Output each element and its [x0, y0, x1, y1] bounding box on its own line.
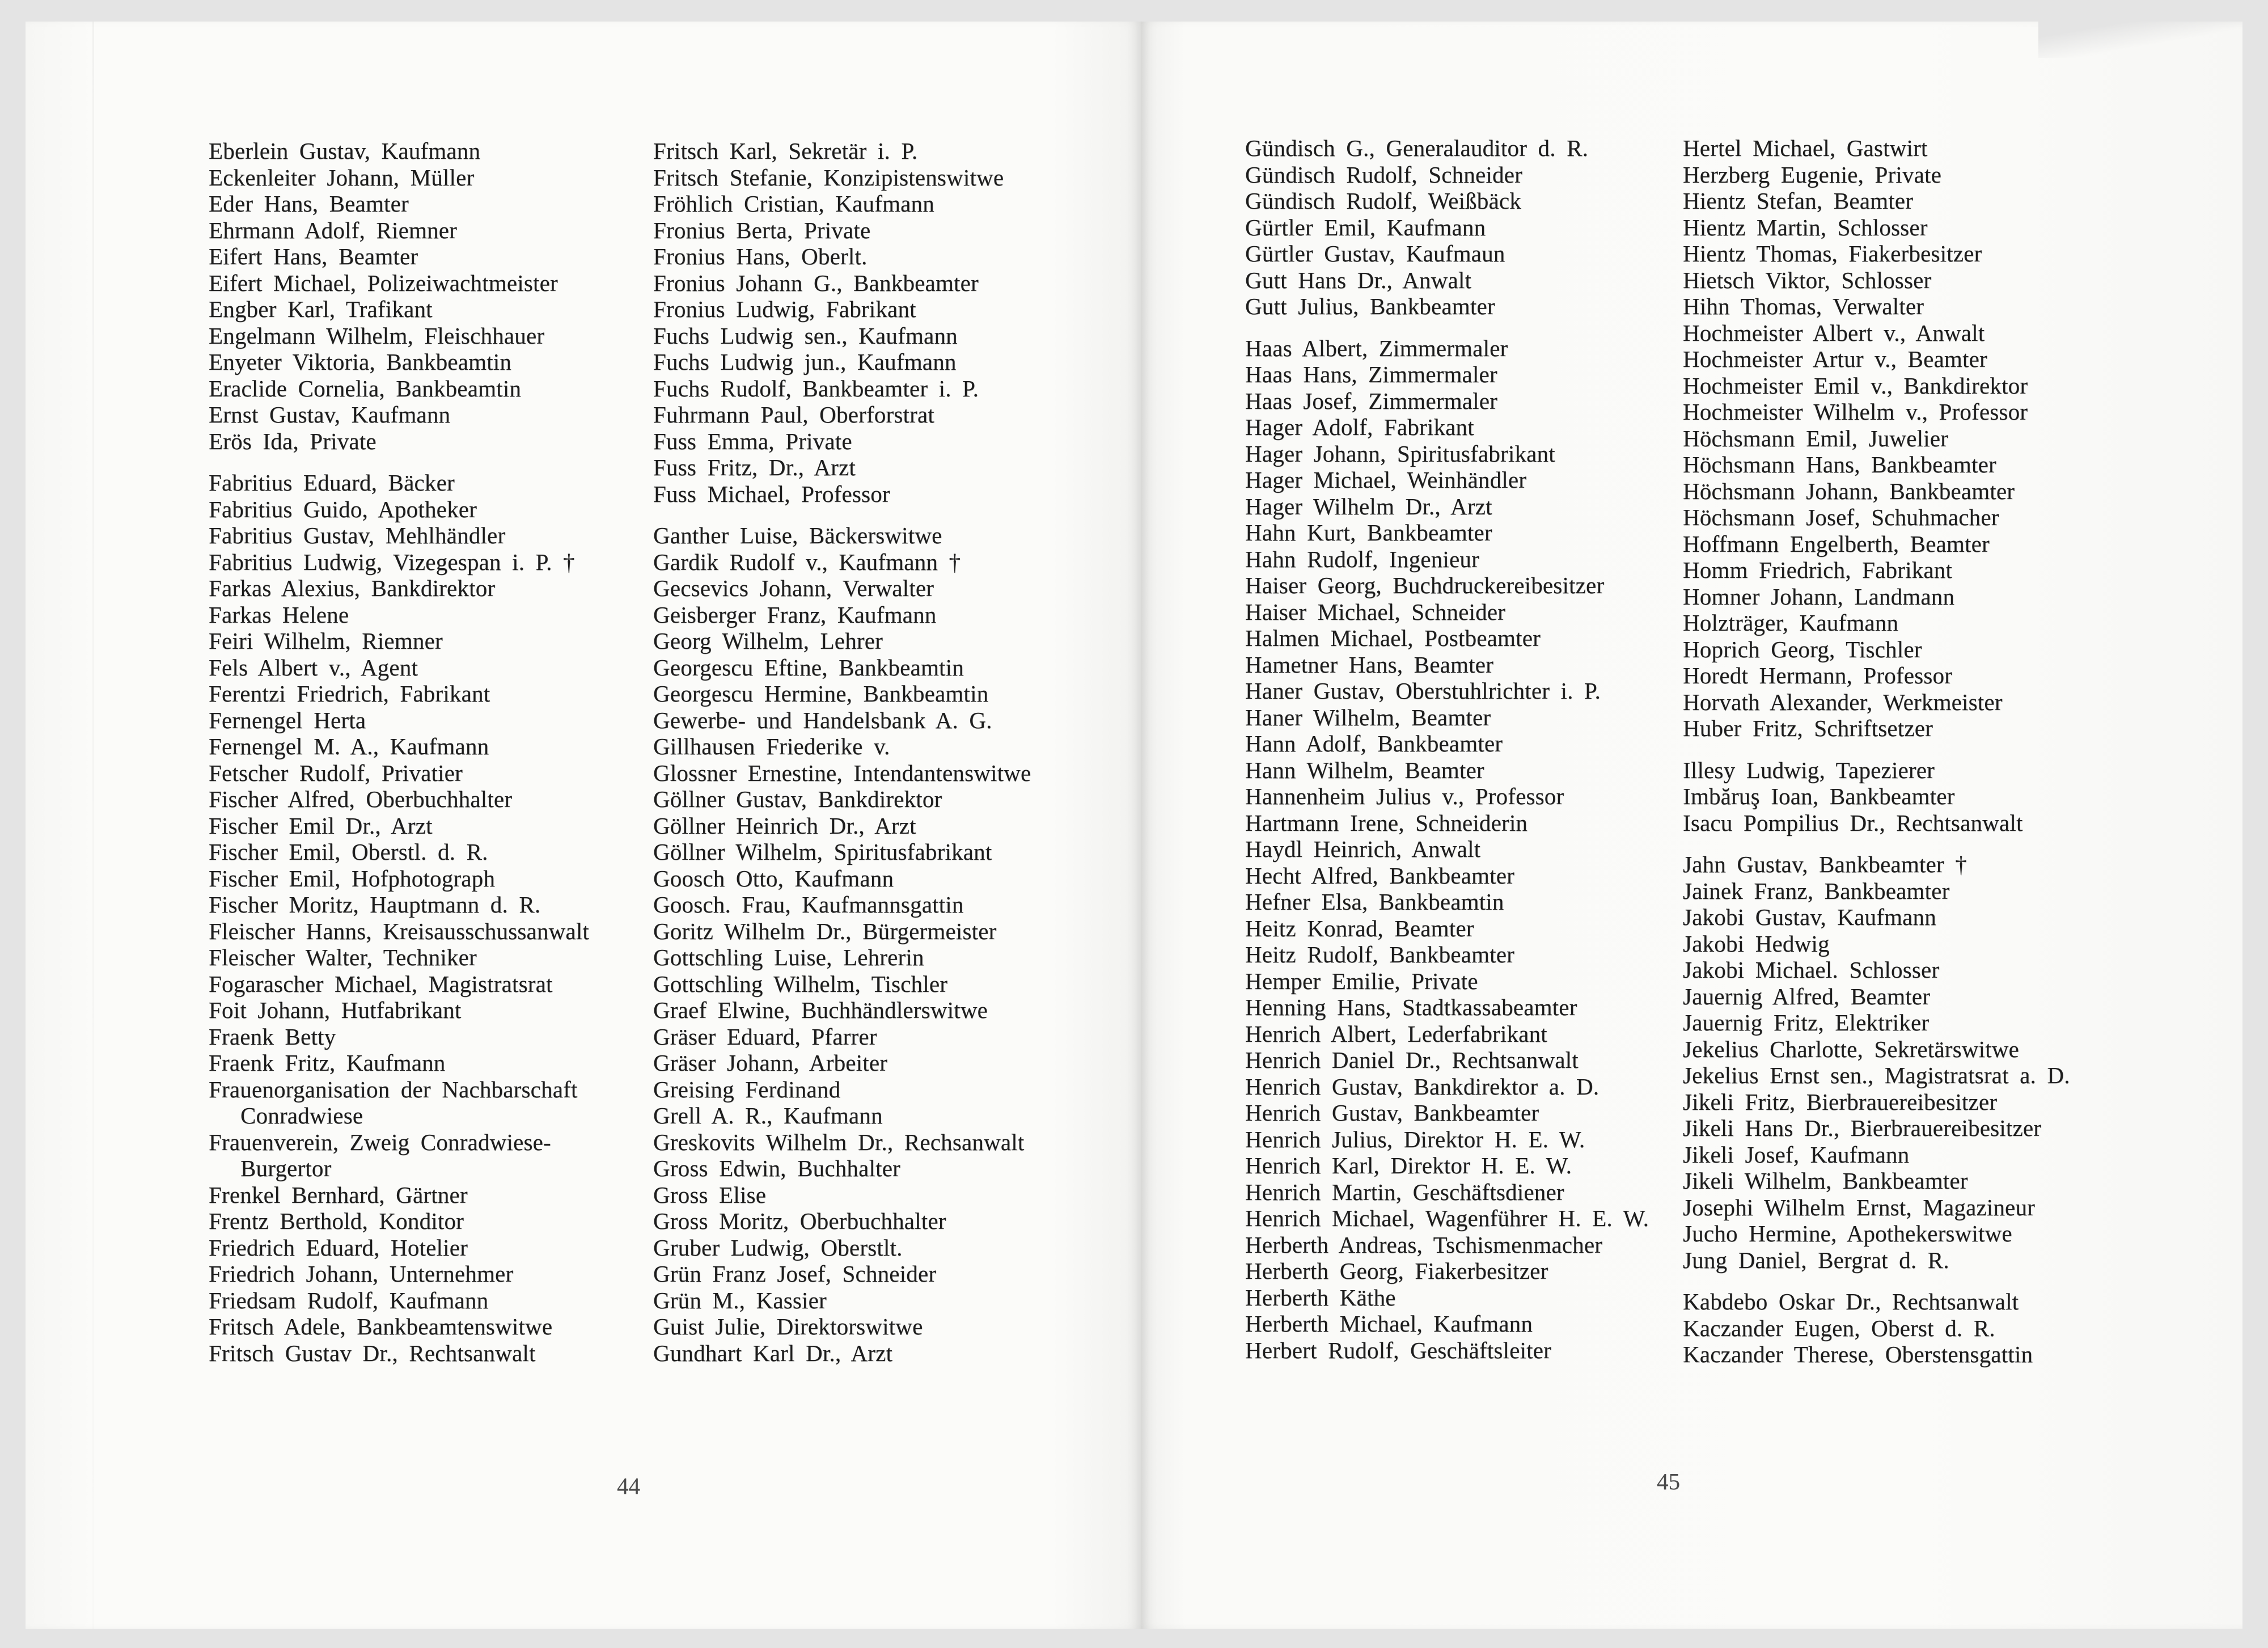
directory-entry: Fronius Berta, Private: [653, 217, 871, 243]
directory-entry: Fabritius Guido, Apotheker: [209, 496, 477, 522]
directory-entry: Eder Hans, Beamter: [209, 191, 409, 217]
directory-entry: Fabritius Ludwig, Vizegespan i. P. †: [209, 548, 575, 575]
directory-entry: Hochmeister Artur v., Beamter: [1683, 346, 1987, 372]
group-gap: [209, 454, 589, 470]
directory-entry: Hientz Thomas, Fiakerbesitzer: [1683, 240, 1982, 267]
page-number-44: 44: [617, 1473, 640, 1499]
directory-entry: Henrich Gustav, Bankdirektor a. D.: [1245, 1073, 1600, 1100]
directory-entry: Hartmann Irene, Schneiderin: [1245, 809, 1528, 836]
directory-entry: Herbert Rudolf, Geschäftsleiter: [1245, 1337, 1551, 1363]
directory-entry: Gundhart Karl Dr., Arzt: [653, 1339, 893, 1366]
directory-entry: Hager Michael, Weinhändler: [1245, 467, 1527, 493]
directory-entry: Frentz Berthold, Konditor: [209, 1208, 464, 1234]
directory-entry: Hientz Martin, Schlosser: [1683, 214, 1928, 240]
directory-entry: Hihn Thomas, Verwalter: [1683, 293, 1924, 319]
directory-entry: Fuss Emma, Private: [653, 428, 852, 454]
directory-entry: Hahn Kurt, Bankbeamter: [1245, 519, 1492, 546]
directory-entry: Hochmeister Albert v., Anwalt: [1683, 319, 1985, 346]
directory-entry: Haas Hans, Zimmermaler: [1245, 361, 1497, 387]
directory-entry: Goosch Otto, Kaufmann: [653, 865, 894, 891]
directory-entry: Hefner Elsa, Bankbeamtin: [1245, 889, 1504, 915]
directory-entry: Eraclide Cornelia, Bankbeamtin: [209, 375, 522, 402]
directory-entry: Hochmeister Emil v., Bankdirektor: [1683, 372, 2028, 399]
directory-entry: Höchsmann Johann, Bankbeamter: [1683, 478, 2015, 504]
group-gap: [1683, 1273, 2070, 1288]
directory-entry: Fronius Hans, Oberlt.: [653, 243, 868, 269]
directory-entry: Hahn Rudolf, Ingenieur: [1245, 546, 1479, 572]
directory-entry: Henrich Martin, Geschäftsdiener: [1245, 1178, 1564, 1205]
directory-entry: Friedrich Johann, Unternehmer: [209, 1261, 514, 1287]
directory-entry: Jikeli Josef, Kaufmann: [1683, 1141, 1910, 1168]
directory-entry: Göllner Gustav, Bankdirektor: [653, 786, 942, 812]
directory-entry: Horvath Alexander, Werkmeister: [1683, 688, 2003, 715]
page44-column-1: [209, 138, 589, 1366]
directory-entry: Fuchs Ludwig jun., Kaufmann: [653, 349, 957, 375]
directory-entry: Gross Moritz, Oberbuchhalter: [653, 1208, 946, 1234]
directory-entry: Kaczander Therese, Oberstensgattin: [1683, 1341, 2033, 1367]
directory-entry: Fuss Fritz, Dr., Arzt: [653, 454, 856, 480]
directory-entry: Erös Ida, Private: [209, 428, 376, 454]
directory-entry: Herberth Andreas, Tschismenmacher: [1245, 1231, 1603, 1258]
directory-entry: Frenkel Bernhard, Gärtner: [209, 1181, 468, 1208]
page44-column-2: [653, 138, 1031, 1366]
directory-entry: Jikeli Fritz, Bierbrauereibesitzer: [1683, 1088, 1998, 1115]
directory-entry: Gräser Eduard, Pfarrer: [653, 1023, 877, 1050]
directory-entry: Gardik Rudolf v., Kaufmann †: [653, 548, 961, 575]
directory-entry: Homm Friedrich, Fabrikant: [1683, 557, 1953, 583]
directory-entry: Fronius Johann G., Bankbeamter: [653, 269, 979, 296]
directory-entry: Henrich Gustav, Bankbeamter: [1245, 1100, 1539, 1126]
directory-entry: Josephi Wilhelm Ernst, Magazineur: [1683, 1194, 2036, 1220]
directory-entry: Fischer Emil, Oberstl. d. R.: [209, 839, 488, 865]
directory-entry: Jucho Hermine, Apothekerswitwe: [1683, 1220, 2012, 1246]
directory-entry: Hertel Michael, Gastwirt: [1683, 135, 1928, 161]
directory-entry: Frauenorganisation der Nachbarschaft: [209, 1076, 578, 1102]
directory-entry: Hecht Alfred, Bankbeamter: [1245, 862, 1514, 889]
group-gap: [653, 507, 1031, 522]
directory-entry: Fernengel M. A., Kaufmann: [209, 733, 489, 759]
directory-entry: Fischer Alfred, Oberbuchhalter: [209, 786, 513, 812]
directory-entry: Friedrich Eduard, Hotelier: [209, 1234, 468, 1261]
directory-entry: Fronius Ludwig, Fabrikant: [653, 296, 916, 322]
directory-entry: Fels Albert v., Agent: [209, 654, 418, 681]
directory-entry: Foit Johann, Hutfabrikant: [209, 997, 462, 1023]
directory-entry: Homner Johann, Landmann: [1683, 583, 1955, 610]
directory-entry: Hann Wilhelm, Beamter: [1245, 757, 1484, 783]
directory-entry: Ganther Luise, Bäckerswitwe: [653, 522, 942, 548]
directory-entry: Frauenverein, Zweig Conradwiese-: [209, 1129, 551, 1155]
directory-entry: Fuchs Rudolf, Bankbeamter i. P.: [653, 375, 979, 402]
directory-entry: Fogarascher Michael, Magistratsrat: [209, 970, 553, 997]
directory-entry: Gruber Ludwig, Oberstlt.: [653, 1234, 903, 1261]
directory-entry: Haner Gustav, Oberstuhlrichter i. P.: [1245, 678, 1601, 704]
directory-entry: Haas Josef, Zimmermaler: [1245, 387, 1497, 414]
directory-entry: Hann Adolf, Bankbeamter: [1245, 730, 1503, 757]
directory-entry: Gräser Johann, Arbeiter: [653, 1050, 888, 1076]
directory-entry: Fraenk Betty: [209, 1023, 336, 1050]
directory-entry: Herberth Georg, Fiakerbesitzer: [1245, 1258, 1548, 1284]
directory-entry: Herberth Michael, Kaufmann: [1245, 1311, 1533, 1337]
directory-entry: Höchsmann Emil, Juwelier: [1683, 425, 1949, 451]
directory-entry: Henrich Albert, Lederfabrikant: [1245, 1020, 1547, 1047]
directory-entry: Friedsam Rudolf, Kaufmann: [209, 1287, 489, 1313]
directory-entry: Eberlein Gustav, Kaufmann: [209, 138, 481, 164]
directory-entry: Enyeter Viktoria, Bankbeamtin: [209, 349, 512, 375]
directory-entry: Jikeli Hans Dr., Bierbrauereibesitzer: [1683, 1115, 2042, 1141]
directory-entry: Fritsch Gustav Dr., Rechtsanwalt: [209, 1339, 536, 1366]
directory-entry: Gecsevics Johann, Verwalter: [653, 575, 934, 601]
directory-entry: Grell A. R., Kaufmann: [653, 1102, 883, 1129]
directory-entry: Fuchs Ludwig sen., Kaufmann: [653, 322, 958, 349]
directory-entry: Herzberg Eugenie, Private: [1683, 161, 1941, 188]
directory-entry: Ferentzi Friedrich, Fabrikant: [209, 681, 490, 707]
directory-entry: Feiri Wilhelm, Riemner: [209, 628, 443, 654]
directory-entry: Jikeli Wilhelm, Bankbeamter: [1683, 1168, 1968, 1194]
directory-entry: Fuss Michael, Professor: [653, 480, 890, 507]
directory-entry: Holzträger, Kaufmann: [1683, 610, 1899, 636]
directory-entry: Goritz Wilhelm Dr., Bürgermeister: [653, 918, 997, 944]
directory-entry: Hemper Emilie, Private: [1245, 967, 1478, 994]
directory-entry: Eckenleiter Johann, Müller: [209, 164, 475, 191]
directory-entry: Fetscher Rudolf, Privatier: [209, 759, 463, 786]
directory-entry: Hager Adolf, Fabrikant: [1245, 414, 1474, 440]
directory-entry: Huber Fritz, Schriftsetzer: [1683, 715, 1933, 741]
directory-entry: Georgescu Hermine, Bankbeamtin: [653, 681, 989, 707]
directory-entry: Fröhlich Cristian, Kaufmann: [653, 191, 934, 217]
directory-entry: Göllner Wilhelm, Spiritusfabrikant: [653, 839, 992, 865]
directory-entry: Hametner Hans, Beamter: [1245, 651, 1493, 678]
directory-entry: Glossner Ernestine, Intendantenswitwe: [653, 759, 1031, 786]
page-number-45: 45: [1657, 1468, 1680, 1494]
directory-entry: Engber Karl, Trafikant: [209, 296, 433, 322]
directory-entry: Burgertor: [240, 1155, 332, 1181]
directory-entry: Eifert Hans, Beamter: [209, 243, 418, 269]
directory-entry: Haas Albert, Zimmermaler: [1245, 335, 1508, 361]
directory-entry: Herberth Käthe: [1245, 1284, 1396, 1311]
directory-entry: Fleischer Walter, Techniker: [209, 944, 477, 970]
directory-entry: Fischer Emil Dr., Arzt: [209, 812, 433, 839]
directory-entry: Hannenheim Julius v., Professor: [1245, 783, 1564, 809]
directory-entry: Jauernig Fritz, Elektriker: [1683, 1009, 1930, 1036]
directory-entry: Fuhrmann Paul, Oberforstrat: [653, 402, 934, 428]
group-gap: [1245, 320, 1649, 335]
directory-entry: Hietsch Viktor, Schlosser: [1683, 267, 1932, 293]
directory-entry: Imbăruş Ioan, Bankbeamter: [1683, 783, 1955, 809]
directory-entry: Horedt Hermann, Professor: [1683, 662, 1953, 688]
directory-entry: Fabritius Gustav, Mehlhändler: [209, 522, 506, 548]
directory-entry: Guist Julie, Direktorswitwe: [653, 1313, 923, 1339]
directory-entry: Gutt Julius, Bankbeamter: [1245, 293, 1495, 319]
directory-entry: Jauernig Alfred, Beamter: [1683, 983, 1931, 1009]
directory-entry: Henrich Daniel Dr., Rechtsanwalt: [1245, 1047, 1579, 1073]
directory-entry: Höchsmann Josef, Schuhmacher: [1683, 504, 1999, 530]
directory-entry: Fischer Emil, Hofphotograph: [209, 865, 496, 891]
directory-entry: Fraenk Fritz, Kaufmann: [209, 1050, 446, 1076]
directory-entry: Haiser Georg, Buchdruckereibesitzer: [1245, 572, 1605, 598]
directory-entry: Jekelius Charlotte, Sekretärswitwe: [1683, 1036, 2019, 1062]
page45-column-1: [1245, 135, 1649, 1363]
directory-entry: Gottschling Luise, Lehrerin: [653, 944, 924, 970]
directory-entry: Gross Edwin, Buchhalter: [653, 1155, 900, 1181]
directory-entry: Hochmeister Wilhelm v., Professor: [1683, 399, 2028, 425]
directory-entry: Gündisch Rudolf, Schneider: [1245, 161, 1522, 188]
directory-entry: Gross Elise: [653, 1181, 767, 1208]
directory-entry: Gürtler Gustav, Kaufmaun: [1245, 240, 1505, 267]
directory-entry: Heitz Rudolf, Bankbeamter: [1245, 941, 1515, 967]
directory-entry: Grün Franz Josef, Schneider: [653, 1261, 937, 1287]
directory-entry: Isacu Pompilius Dr., Rechtsanwalt: [1683, 809, 2023, 836]
directory-entry: Gündisch Rudolf, Weißbäck: [1245, 188, 1521, 214]
directory-entry: Haiser Michael, Schneider: [1245, 598, 1506, 625]
directory-entry: Gillhausen Friederike v.: [653, 733, 890, 759]
directory-entry: Fritsch Stefanie, Konzipistenswitwe: [653, 164, 1004, 191]
directory-entry: Goosch. Frau, Kaufmannsgattin: [653, 891, 964, 918]
directory-entry: Gündisch G., Generalauditor d. R.: [1245, 135, 1589, 161]
directory-entry: Fernengel Herta: [209, 707, 366, 733]
directory-entry: Fischer Moritz, Hauptmann d. R.: [209, 891, 541, 918]
directory-entry: Halmen Michael, Postbeamter: [1245, 625, 1541, 651]
directory-entry: Greskovits Wilhelm Dr., Rechsanwalt: [653, 1129, 1025, 1155]
directory-entry: Grün M., Kassier: [653, 1287, 827, 1313]
directory-entry: Jahn Gustav, Bankbeamter †: [1683, 851, 1967, 877]
directory-entry: Farkas Helene: [209, 601, 349, 628]
directory-entry: Gottschling Wilhelm, Tischler: [653, 970, 948, 997]
directory-entry: Henrich Karl, Direktor H. E. W.: [1245, 1152, 1572, 1178]
directory-entry: Henrich Julius, Direktor H. E. W.: [1245, 1126, 1585, 1152]
directory-entry: Eifert Michael, Polizeiwachtmeister: [209, 269, 558, 296]
directory-entry: Jung Daniel, Bergrat d. R.: [1683, 1246, 1949, 1273]
directory-entry: Hager Johann, Spiritusfabrikant: [1245, 440, 1555, 467]
directory-entry: Henning Hans, Stadtkassabeamter: [1245, 994, 1577, 1020]
directory-entry: Georgescu Eftine, Bankbeamtin: [653, 654, 964, 681]
directory-entry: Gürtler Emil, Kaufmann: [1245, 214, 1486, 240]
directory-entry: Hager Wilhelm Dr., Arzt: [1245, 493, 1492, 519]
directory-entry: Ernst Gustav, Kaufmann: [209, 402, 451, 428]
directory-entry: Henrich Michael, Wagenführer H. E. W.: [1245, 1205, 1649, 1231]
directory-entry: Höchsmann Hans, Bankbeamter: [1683, 451, 1996, 478]
directory-entry: Kaczander Eugen, Oberst d. R.: [1683, 1315, 1995, 1341]
directory-entry: Kabdebo Oskar Dr., Rechtsanwalt: [1683, 1288, 2019, 1315]
directory-entry: Illesy Ludwig, Tapezierer: [1683, 757, 1935, 783]
directory-entry: Gewerbe- und Handelsbank A. G.: [653, 707, 992, 733]
group-gap: [1683, 836, 2070, 851]
directory-entry: Jakobi Michael. Schlosser: [1683, 957, 1940, 983]
directory-entry: Jakobi Gustav, Kaufmann: [1683, 904, 1936, 930]
group-gap: [1683, 742, 2070, 757]
directory-entry: Fritsch Karl, Sekretär i. P.: [653, 138, 918, 164]
directory-entry: Haydl Heinrich, Anwalt: [1245, 836, 1481, 862]
directory-entry: Heitz Konrad, Beamter: [1245, 915, 1474, 941]
directory-entry: Fleischer Hanns, Kreisausschussanwalt: [209, 918, 590, 944]
directory-entry: Hientz Stefan, Beamter: [1683, 188, 1914, 214]
directory-entry: Göllner Heinrich Dr., Arzt: [653, 812, 916, 839]
directory-entry: Engelmann Wilhelm, Fleischhauer: [209, 322, 545, 349]
directory-entry: Georg Wilhelm, Lehrer: [653, 628, 883, 654]
directory-entry: Hoprich Georg, Tischler: [1683, 636, 1922, 662]
directory-entry: Jainek Franz, Bankbeamter: [1683, 877, 1950, 904]
directory-entry: Gutt Hans Dr., Anwalt: [1245, 267, 1472, 293]
directory-entry: Fritsch Adele, Bankbeamtenswitwe: [209, 1313, 553, 1339]
directory-entry: Haner Wilhelm, Beamter: [1245, 704, 1491, 730]
directory-entry: Farkas Alexius, Bankdirektor: [209, 575, 496, 601]
directory-entry: Fabritius Eduard, Bäcker: [209, 470, 455, 496]
directory-entry: Jakobi Hedwig: [1683, 930, 1830, 957]
directory-entry: Ehrmann Adolf, Riemner: [209, 217, 458, 243]
directory-entry: Conradwiese: [240, 1102, 363, 1129]
directory-entry: Jekelius Ernst sen., Magistratsrat a. D.: [1683, 1062, 2070, 1088]
directory-entry: Graef Elwine, Buchhändlerswitwe: [653, 997, 988, 1023]
directory-entry: Greising Ferdinand: [653, 1076, 841, 1102]
page45-column-2: [1683, 135, 2070, 1368]
directory-entry: Hoffmann Engelberth, Beamter: [1683, 530, 1990, 557]
directory-entry: Geisberger Franz, Kaufmann: [653, 601, 937, 628]
